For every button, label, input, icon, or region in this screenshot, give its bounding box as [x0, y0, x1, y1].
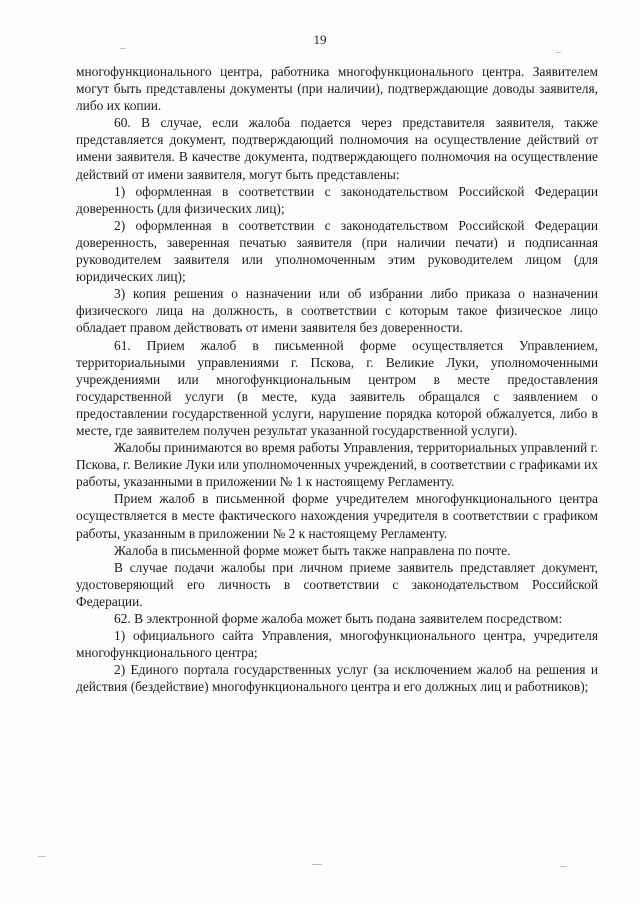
- scan-speck: [38, 856, 46, 857]
- document-body: [76, 63, 598, 695]
- paragraph-62-item-2: 2) Единого портала государственных услуг (за исключением жалоб на решения и действия (бездействие) многофункционального центра и его должных лиц и работников);: [76, 662, 598, 695]
- paragraph-61: 61. Прием жалоб в письменной форме осуществляется Управлением, территориальными управлениями г. Пскова, г. Великие Луки, уполномоченными учреждениями или многофункциональным центром в месте предоставления государственной услуги (в месте, куда заявитель обращался с заявлением о предоставлении государственной услуги, нарушение порядка которой обжалуется, либо в месте, где заявителем получен результат указанной государственной услуги).: [76, 337, 598, 438]
- scan-speck: [560, 866, 567, 867]
- page-number: 19: [313, 32, 327, 47]
- paragraph-60: 60. В случае, если жалоба подается через представителя заявителя, также представляется документ, подтверждающий полномочия на осуществление действий от имени заявителя. В качестве документа, подтверждающего полномочия на осуществление действий от имени заявителя, могут быть представлены:: [76, 115, 598, 182]
- paragraph-61-schedule: Жалобы принимаются во время работы Управления, территориальных управлений г. Пскова, г. Великие Луки или уполномоченных учреждений, в соответствии с графиками их работы, указанными в приложении № 1 к настоящему Регламенту.: [76, 440, 598, 490]
- paragraph-62: 62. В электронной форме жалоба может быть подана заявителем посредством:: [114, 611, 563, 626]
- paragraph-61-mail: Жалоба в письменной форме может быть также направлена по почте.: [114, 542, 511, 558]
- paragraph-61-personal: В случае подачи жалобы при личном приеме заявитель представляет документ, удостоверяющий его личность в соответствии с законодательством Российской Федерации.: [76, 559, 598, 609]
- paragraph-62-item-1: 1) официального сайта Управления, многофункционального центра, учредителя многофункционального центра;: [76, 628, 598, 661]
- paragraph-61-founder: Прием жалоб в письменной форме учредителем многофункционального центра осуществляется в месте фактического нахождения учредителя в соответствии с графиком работы, указанным в приложении № 2 к настоящему Регламенту.: [76, 491, 598, 541]
- scan-speck: [120, 48, 126, 49]
- scan-speck: [312, 864, 322, 865]
- paragraph-60-item-3: 3) копия решения о назначении или об избрании либо приказа о назначении физического лица на должность, в соответствии с которым такое физическое лицо обладает правом действовать от имени заявителя без доверенности.: [76, 286, 598, 336]
- paragraph-continuation: многофункционального центра, работника многофункционального центра. Заявителем могут быть представлены документы (при наличии), подтверждающие доводы заявителя, либо их копии.: [76, 64, 598, 114]
- paragraph-60-item-2: 2) оформленная в соответствии с законодательством Российской Федерации доверенность, заверенная печатью заявителя (при наличии печати) и подписанная руководителем заявителя или уполномоченным этим руководителем лицом (для юридических лиц);: [76, 217, 598, 285]
- paragraph-60-item-1: 1) оформленная в соответствии с законодательством Российской Федерации доверенность (для физических лиц);: [76, 183, 598, 216]
- scan-speck: [556, 52, 561, 53]
